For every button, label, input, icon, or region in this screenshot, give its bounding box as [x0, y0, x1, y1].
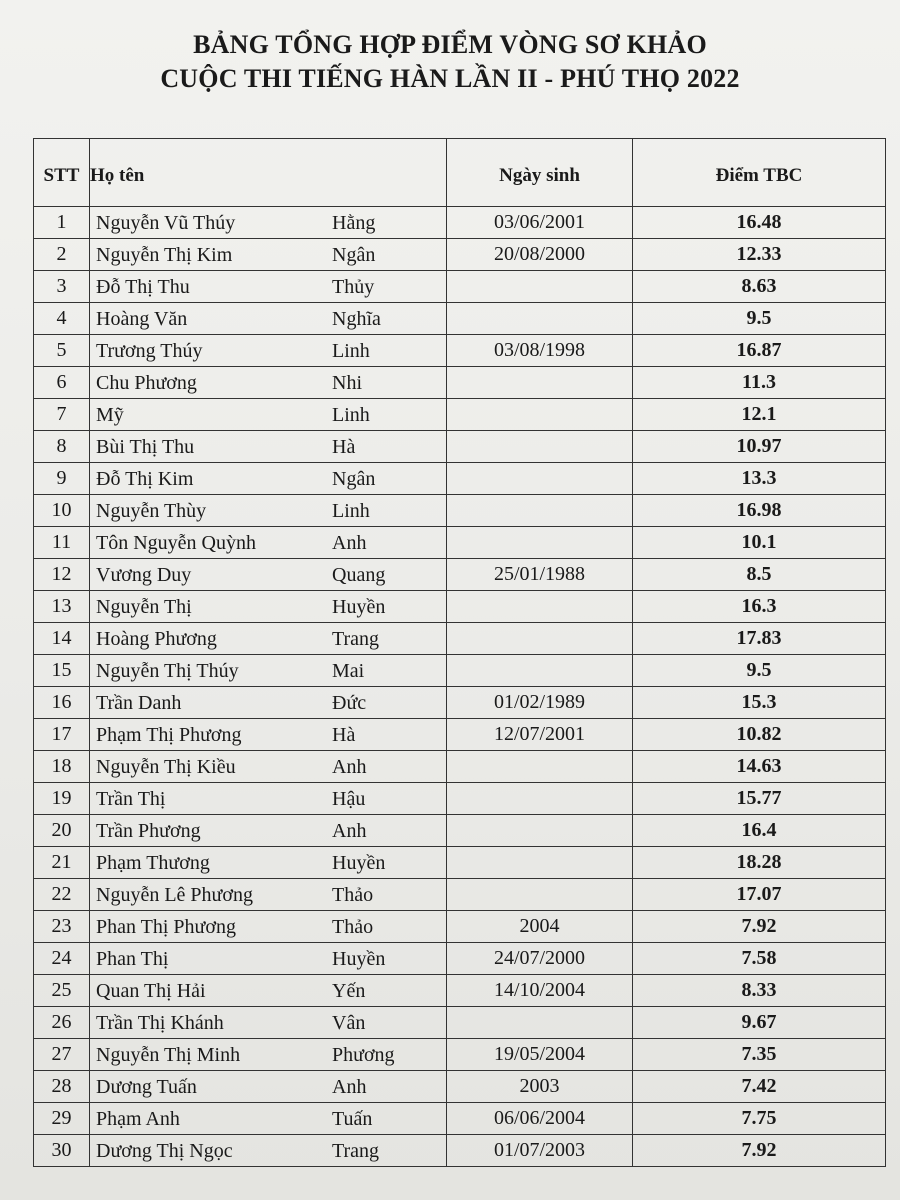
row-stt: 18 [34, 751, 90, 783]
row-dob: 25/01/1988 [447, 559, 633, 591]
row-surname: Chu Phương [96, 372, 197, 394]
row-full-name [90, 783, 447, 815]
row-stt: 7 [34, 399, 90, 431]
row-given-name: Quang [332, 564, 386, 586]
row-score: 7.92 [633, 911, 886, 943]
row-stt: 26 [34, 1007, 90, 1039]
row-dob [447, 655, 633, 687]
row-score: 7.92 [633, 1135, 886, 1167]
table-row [34, 751, 886, 783]
row-dob: 24/07/2000 [447, 943, 633, 975]
row-full-name [90, 655, 447, 687]
row-dob: 03/08/1998 [447, 335, 633, 367]
row-surname: Vương Duy [96, 564, 192, 586]
row-stt: 13 [34, 591, 90, 623]
row-dob [447, 623, 633, 655]
row-dob [447, 367, 633, 399]
row-surname: Bùi Thị Thu [96, 436, 195, 458]
row-surname: Phạm Anh [96, 1108, 180, 1130]
row-given-name: Hà [332, 436, 356, 458]
row-given-name: Nghĩa [332, 308, 381, 330]
row-stt: 16 [34, 687, 90, 719]
row-dob: 01/07/2003 [447, 1135, 633, 1167]
table-row [34, 431, 886, 463]
row-full-name [90, 271, 447, 303]
row-dob: 12/07/2001 [447, 719, 633, 751]
row-full-name [90, 559, 447, 591]
row-score: 17.07 [633, 879, 886, 911]
table-row [34, 239, 886, 271]
row-surname: Nguyễn Thị Kim [96, 244, 233, 266]
row-score: 8.5 [633, 559, 886, 591]
row-stt: 22 [34, 879, 90, 911]
row-surname: Phạm Thương [96, 852, 210, 874]
row-dob [447, 1007, 633, 1039]
row-stt: 19 [34, 783, 90, 815]
row-score: 8.63 [633, 271, 886, 303]
row-full-name [90, 463, 447, 495]
row-stt: 30 [34, 1135, 90, 1167]
row-given-name: Hậu [332, 788, 366, 810]
table-row [34, 271, 886, 303]
table-row [34, 687, 886, 719]
row-surname: Nguyễn Lê Phương [96, 884, 253, 906]
row-stt: 21 [34, 847, 90, 879]
row-full-name [90, 943, 447, 975]
table-row [34, 303, 886, 335]
header-name: Họ tên [90, 139, 447, 207]
score-table [33, 138, 886, 1167]
row-surname: Nguyễn Vũ Thúy [96, 212, 236, 234]
table-row [34, 495, 886, 527]
row-full-name [90, 879, 447, 911]
row-full-name [90, 495, 447, 527]
row-dob [447, 463, 633, 495]
row-dob [447, 431, 633, 463]
row-score: 14.63 [633, 751, 886, 783]
row-stt: 12 [34, 559, 90, 591]
row-score: 15.77 [633, 783, 886, 815]
row-dob: 03/06/2001 [447, 207, 633, 239]
row-surname: Dương Thị Ngọc [96, 1140, 233, 1162]
row-given-name: Trang [332, 1140, 380, 1162]
row-given-name: Hà [332, 724, 356, 746]
row-dob [447, 303, 633, 335]
row-given-name: Anh [332, 756, 367, 778]
row-score: 9.5 [633, 303, 886, 335]
row-dob: 01/02/1989 [447, 687, 633, 719]
row-score: 9.67 [633, 1007, 886, 1039]
row-surname: Nguyễn Thùy [96, 500, 207, 522]
row-score: 16.3 [633, 591, 886, 623]
table-row [34, 655, 886, 687]
row-score: 10.97 [633, 431, 886, 463]
row-full-name [90, 623, 447, 655]
row-surname: Tôn Nguyễn Quỳnh [96, 532, 256, 554]
row-given-name: Linh [332, 404, 370, 426]
row-given-name: Hằng [332, 212, 376, 234]
row-given-name: Vân [332, 1012, 366, 1034]
row-score: 17.83 [633, 623, 886, 655]
row-surname: Nguyễn Thị Minh [96, 1044, 241, 1066]
row-full-name [90, 527, 447, 559]
row-dob [447, 879, 633, 911]
row-surname: Trần Thị Khánh [96, 1012, 224, 1034]
table-header [34, 139, 886, 207]
document-title-line-2: CUỘC THI TIẾNG HÀN LẦN II - PHÚ THỌ 2022 [160, 64, 740, 93]
row-dob: 20/08/2000 [447, 239, 633, 271]
table-row [34, 1071, 886, 1103]
row-given-name: Huyền [332, 852, 386, 874]
row-score: 16.48 [633, 207, 886, 239]
row-score: 12.33 [633, 239, 886, 271]
row-full-name [90, 751, 447, 783]
row-full-name [90, 1103, 447, 1135]
row-dob [447, 271, 633, 303]
table-row [34, 943, 886, 975]
header-score: Điểm TBC [633, 139, 886, 207]
table-row [34, 623, 886, 655]
row-score: 7.58 [633, 943, 886, 975]
row-stt: 5 [34, 335, 90, 367]
row-dob [447, 783, 633, 815]
table-row [34, 335, 886, 367]
row-stt: 15 [34, 655, 90, 687]
row-surname: Hoàng Phương [96, 628, 217, 650]
row-surname: Trần Danh [96, 692, 182, 714]
row-score: 8.33 [633, 975, 886, 1007]
row-given-name: Mai [332, 660, 365, 682]
row-given-name: Thảo [332, 916, 374, 938]
row-stt: 10 [34, 495, 90, 527]
row-dob [447, 495, 633, 527]
row-full-name [90, 207, 447, 239]
row-full-name [90, 303, 447, 335]
row-surname: Nguyễn Thị Kiều [96, 756, 236, 778]
row-stt: 14 [34, 623, 90, 655]
table-row [34, 463, 886, 495]
table-row [34, 399, 886, 431]
row-stt: 3 [34, 271, 90, 303]
row-score: 7.42 [633, 1071, 886, 1103]
row-score: 11.3 [633, 367, 886, 399]
row-surname: Nguyễn Thị Thúy [96, 660, 239, 682]
row-full-name [90, 367, 447, 399]
table-row [34, 559, 886, 591]
row-score: 10.1 [633, 527, 886, 559]
row-full-name [90, 847, 447, 879]
row-full-name [90, 335, 447, 367]
row-score: 10.82 [633, 719, 886, 751]
row-dob [447, 847, 633, 879]
row-given-name: Anh [332, 1076, 367, 1098]
row-given-name: Anh [332, 532, 367, 554]
row-given-name: Yến [332, 980, 366, 1002]
row-surname: Trần Thị [96, 788, 166, 810]
row-score: 12.1 [633, 399, 886, 431]
row-full-name [90, 687, 447, 719]
row-full-name [90, 1071, 447, 1103]
row-stt: 11 [34, 527, 90, 559]
table-row [34, 1007, 886, 1039]
table-row [34, 527, 886, 559]
table-row [34, 975, 886, 1007]
row-score: 7.75 [633, 1103, 886, 1135]
table-row [34, 847, 886, 879]
row-given-name: Tuấn [332, 1108, 373, 1130]
row-full-name [90, 1135, 447, 1167]
row-dob: 06/06/2004 [447, 1103, 633, 1135]
row-full-name [90, 1007, 447, 1039]
row-dob [447, 591, 633, 623]
row-given-name: Linh [332, 340, 370, 362]
row-score: 16.87 [633, 335, 886, 367]
row-surname: Dương Tuấn [96, 1076, 197, 1098]
row-given-name: Trang [332, 628, 380, 650]
row-surname: Mỹ [96, 404, 124, 426]
row-given-name: Phương [332, 1044, 395, 1066]
table-row [34, 815, 886, 847]
row-given-name: Nhi [332, 372, 362, 394]
table-row [34, 1103, 886, 1135]
row-given-name: Linh [332, 500, 370, 522]
table-row [34, 207, 886, 239]
row-full-name [90, 399, 447, 431]
row-given-name: Đức [332, 692, 367, 714]
table-row [34, 783, 886, 815]
row-given-name: Thảo [332, 884, 374, 906]
row-stt: 6 [34, 367, 90, 399]
row-given-name: Thủy [332, 276, 375, 298]
row-full-name [90, 431, 447, 463]
row-surname: Hoàng Văn [96, 308, 188, 330]
row-stt: 17 [34, 719, 90, 751]
row-given-name: Anh [332, 820, 367, 842]
row-stt: 23 [34, 911, 90, 943]
row-surname: Phan Thị [96, 948, 169, 970]
row-score: 16.4 [633, 815, 886, 847]
table-row [34, 1039, 886, 1071]
row-dob: 14/10/2004 [447, 975, 633, 1007]
row-dob [447, 751, 633, 783]
table-row [34, 719, 886, 751]
row-score: 9.5 [633, 655, 886, 687]
row-full-name [90, 975, 447, 1007]
table-row [34, 911, 886, 943]
table-row [34, 367, 886, 399]
row-dob [447, 527, 633, 559]
row-given-name: Huyền [332, 948, 386, 970]
row-stt: 4 [34, 303, 90, 335]
row-full-name [90, 911, 447, 943]
row-full-name [90, 1039, 447, 1071]
row-stt: 20 [34, 815, 90, 847]
row-surname: Phan Thị Phương [96, 916, 236, 938]
row-stt: 24 [34, 943, 90, 975]
row-dob [447, 815, 633, 847]
row-score: 18.28 [633, 847, 886, 879]
row-dob: 19/05/2004 [447, 1039, 633, 1071]
row-surname: Nguyễn Thị [96, 596, 192, 618]
header-row [34, 139, 886, 207]
row-surname: Quan Thị Hải [96, 980, 206, 1002]
row-stt: 27 [34, 1039, 90, 1071]
row-given-name: Ngân [332, 244, 376, 266]
row-surname: Phạm Thị Phương [96, 724, 242, 746]
row-dob [447, 399, 633, 431]
row-score: 15.3 [633, 687, 886, 719]
table-row [34, 591, 886, 623]
row-full-name [90, 591, 447, 623]
row-score: 13.3 [633, 463, 886, 495]
document-title-line-1: BẢNG TỔNG HỢP ĐIỂM VÒNG SƠ KHẢO [193, 30, 707, 59]
row-given-name: Huyền [332, 596, 386, 618]
table-row [34, 879, 886, 911]
header-dob: Ngày sinh [447, 139, 633, 207]
row-stt: 28 [34, 1071, 90, 1103]
row-full-name [90, 719, 447, 751]
row-stt: 2 [34, 239, 90, 271]
row-full-name [90, 815, 447, 847]
row-dob: 2003 [447, 1071, 633, 1103]
row-stt: 29 [34, 1103, 90, 1135]
row-full-name [90, 239, 447, 271]
row-surname: Đỗ Thị Kim [96, 468, 194, 490]
row-surname: Trần Phương [96, 820, 201, 842]
row-given-name: Ngân [332, 468, 376, 490]
row-surname: Đỗ Thị Thu [96, 276, 190, 298]
row-score: 16.98 [633, 495, 886, 527]
row-dob: 2004 [447, 911, 633, 943]
row-stt: 1 [34, 207, 90, 239]
table-body [34, 207, 886, 1167]
row-stt: 25 [34, 975, 90, 1007]
row-score: 7.35 [633, 1039, 886, 1071]
row-stt: 9 [34, 463, 90, 495]
row-stt: 8 [34, 431, 90, 463]
header-stt: STT [34, 139, 90, 207]
row-surname: Trương Thúy [96, 340, 203, 362]
table-row [34, 1135, 886, 1167]
